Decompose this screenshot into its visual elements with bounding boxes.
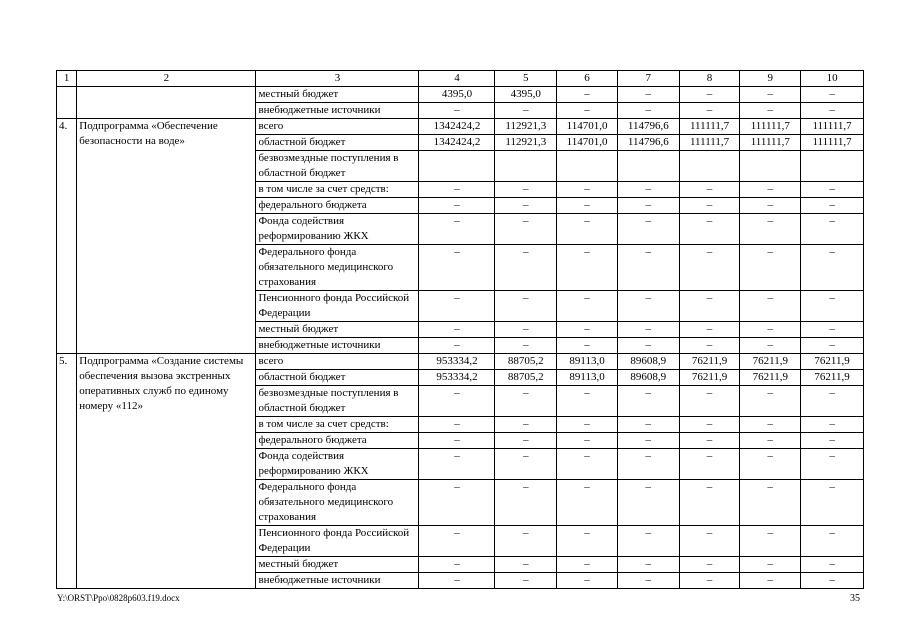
value-cell: – [801,322,864,338]
value-cell: – [419,322,495,338]
value-cell [495,151,557,182]
value-cell: – [679,338,740,354]
value-cell: 111111,7 [801,119,864,135]
value-cell: – [679,214,740,245]
value-cell: 111111,7 [679,135,740,151]
column-header: 9 [740,71,801,87]
funding-source: Федерального фонда обязательного медицинского страхования [256,480,419,526]
value-cell: 953334,2 [419,354,495,370]
value-cell: – [801,198,864,214]
value-cell: 111111,7 [740,135,801,151]
value-cell: 76211,9 [679,370,740,386]
value-cell: – [617,214,679,245]
value-cell: – [617,526,679,557]
value-cell: – [801,386,864,417]
value-cell: 76211,9 [740,370,801,386]
value-cell: – [557,214,618,245]
value-cell: – [495,338,557,354]
value-cell: – [495,433,557,449]
value-cell: – [557,322,618,338]
value-cell: – [740,322,801,338]
value-cell: – [740,386,801,417]
value-cell: – [495,557,557,573]
value-cell: – [557,103,618,119]
column-header: 4 [419,71,495,87]
value-cell: – [679,322,740,338]
value-cell: – [679,449,740,480]
value-cell: – [495,526,557,557]
value-cell: 76211,9 [801,354,864,370]
value-cell: – [617,480,679,526]
value-cell: – [495,573,557,589]
value-cell: – [557,87,618,103]
value-cell: 76211,9 [679,354,740,370]
value-cell: – [679,103,740,119]
value-cell: – [557,573,618,589]
value-cell [419,151,495,182]
funding-source: внебюджетные источники [256,338,419,354]
budget-table [56,70,864,589]
value-cell: – [740,245,801,291]
value-cell: 953334,2 [419,370,495,386]
value-cell: – [419,449,495,480]
value-cell: – [419,103,495,119]
value-cell: – [419,557,495,573]
value-cell: – [679,526,740,557]
value-cell: – [419,386,495,417]
value-cell: – [740,433,801,449]
table-row [57,354,864,370]
page-number: 35 [850,593,860,604]
subprogram-title: Подпрограмма «Создание системы обеспечения вызова экстренных оперативных служб по единому номеру «112» [77,354,256,589]
value-cell: – [419,338,495,354]
value-cell: – [740,557,801,573]
value-cell: – [557,245,618,291]
section-number: 4. [57,119,77,354]
value-cell: – [419,182,495,198]
value-cell [801,151,864,182]
funding-source: Пенсионного фонда Российской Федерации [256,526,419,557]
value-cell: – [557,449,618,480]
column-header: 3 [256,71,419,87]
value-cell: 111111,7 [740,119,801,135]
value-cell: – [740,214,801,245]
value-cell: – [419,480,495,526]
value-cell: – [740,526,801,557]
value-cell: – [740,291,801,322]
value-cell: – [740,417,801,433]
column-header: 7 [617,71,679,87]
value-cell: – [801,214,864,245]
value-cell: 89113,0 [557,370,618,386]
value-cell: – [679,291,740,322]
value-cell: – [801,291,864,322]
value-cell: 112921,3 [495,119,557,135]
table-row [57,119,864,135]
value-cell: – [801,338,864,354]
funding-source: внебюджетные источники [256,573,419,589]
value-cell: – [679,245,740,291]
value-cell: – [617,198,679,214]
value-cell [679,151,740,182]
funding-source: в том числе за счет средств: [256,417,419,433]
value-cell: – [557,526,618,557]
value-cell: – [801,103,864,119]
value-cell: – [495,214,557,245]
value-cell: 111111,7 [801,135,864,151]
value-cell: – [557,198,618,214]
value-cell: – [617,103,679,119]
value-cell: – [495,198,557,214]
value-cell: – [740,338,801,354]
funding-source: Пенсионного фонда Российской Федерации [256,291,419,322]
value-cell: – [801,573,864,589]
value-cell: – [617,417,679,433]
value-cell: 76211,9 [801,370,864,386]
value-cell: – [495,182,557,198]
value-cell: 88705,2 [495,370,557,386]
value-cell: – [801,417,864,433]
value-cell: 89608,9 [617,370,679,386]
value-cell: – [557,338,618,354]
funding-source: безвозмездные поступления в областной бюджет [256,386,419,417]
value-cell: 112921,3 [495,135,557,151]
header-row [57,71,864,87]
value-cell: – [740,198,801,214]
value-cell: – [557,433,618,449]
value-cell: – [740,573,801,589]
funding-source: федерального бюджета [256,433,419,449]
funding-source: областной бюджет [256,135,419,151]
value-cell: – [617,87,679,103]
value-cell: – [801,480,864,526]
value-cell: – [679,573,740,589]
value-cell [557,151,618,182]
column-header: 5 [495,71,557,87]
table-row [57,87,864,103]
value-cell: – [617,245,679,291]
value-cell: – [801,245,864,291]
value-cell: – [617,338,679,354]
value-cell: – [495,291,557,322]
value-cell: – [557,386,618,417]
funding-source: областной бюджет [256,370,419,386]
value-cell: – [679,557,740,573]
funding-source: в том числе за счет средств: [256,182,419,198]
value-cell: – [557,182,618,198]
value-cell: 114701,0 [557,135,618,151]
value-cell: – [679,198,740,214]
funding-source: безвозмездные поступления в областной бюджет [256,151,419,182]
value-cell: – [419,526,495,557]
value-cell: 76211,9 [740,354,801,370]
value-cell: – [679,182,740,198]
value-cell: 114701,0 [557,119,618,135]
value-cell: – [495,417,557,433]
value-cell: – [495,386,557,417]
value-cell: – [419,573,495,589]
value-cell: – [617,433,679,449]
value-cell: 89113,0 [557,354,618,370]
value-cell: – [557,557,618,573]
value-cell: – [419,291,495,322]
value-cell [740,151,801,182]
value-cell: – [679,87,740,103]
value-cell: 114796,6 [617,135,679,151]
value-cell: – [557,417,618,433]
value-cell: – [419,214,495,245]
funding-source: Фонда содействия реформированию ЖКХ [256,449,419,480]
value-cell: – [801,87,864,103]
value-cell: – [557,480,618,526]
funding-source: местный бюджет [256,557,419,573]
value-cell: 4395,0 [419,87,495,103]
value-cell: – [740,449,801,480]
section-number: 5. [57,354,77,589]
value-cell: – [801,557,864,573]
subprogram-title: Подпрограмма «Обеспечение безопасности на воде» [77,119,256,354]
funding-source: всего [256,119,419,135]
value-cell: – [617,182,679,198]
value-cell: – [617,449,679,480]
value-cell: – [801,449,864,480]
value-cell: 89608,9 [617,354,679,370]
value-cell: 1342424,2 [419,119,495,135]
value-cell: – [617,322,679,338]
funding-source: Федерального фонда обязательного медицинского страхования [256,245,419,291]
value-cell: – [419,245,495,291]
value-cell: – [801,433,864,449]
funding-source: местный бюджет [256,322,419,338]
value-cell: – [740,103,801,119]
value-cell: – [801,526,864,557]
row-number-cell [57,87,77,119]
value-cell: 114796,6 [617,119,679,135]
value-cell: – [740,182,801,198]
value-cell: – [679,480,740,526]
column-header: 10 [801,71,864,87]
file-path: Y:\ORST\Ppo\0828p603.f19.docx [57,593,180,603]
value-cell: 4395,0 [495,87,557,103]
program-cell [77,87,256,119]
value-cell: – [617,557,679,573]
funding-source: местный бюджет [256,87,419,103]
value-cell: – [419,433,495,449]
value-cell: – [617,291,679,322]
funding-source: федерального бюджета [256,198,419,214]
value-cell: – [617,573,679,589]
value-cell: – [557,291,618,322]
column-header: 1 [57,71,77,87]
value-cell: – [801,182,864,198]
value-cell: – [617,386,679,417]
value-cell: – [740,87,801,103]
value-cell [617,151,679,182]
column-header: 2 [77,71,256,87]
value-cell: – [679,417,740,433]
column-header: 6 [557,71,618,87]
value-cell: – [740,480,801,526]
funding-source: внебюджетные источники [256,103,419,119]
value-cell: – [679,386,740,417]
value-cell: – [495,245,557,291]
value-cell: 1342424,2 [419,135,495,151]
value-cell: – [495,480,557,526]
column-header: 8 [679,71,740,87]
value-cell: – [495,103,557,119]
value-cell: – [495,322,557,338]
value-cell: – [495,449,557,480]
funding-source: Фонда содействия реформированию ЖКХ [256,214,419,245]
value-cell: 88705,2 [495,354,557,370]
value-cell: – [419,198,495,214]
value-cell: – [419,417,495,433]
funding-source: всего [256,354,419,370]
value-cell: 111111,7 [679,119,740,135]
value-cell: – [679,433,740,449]
